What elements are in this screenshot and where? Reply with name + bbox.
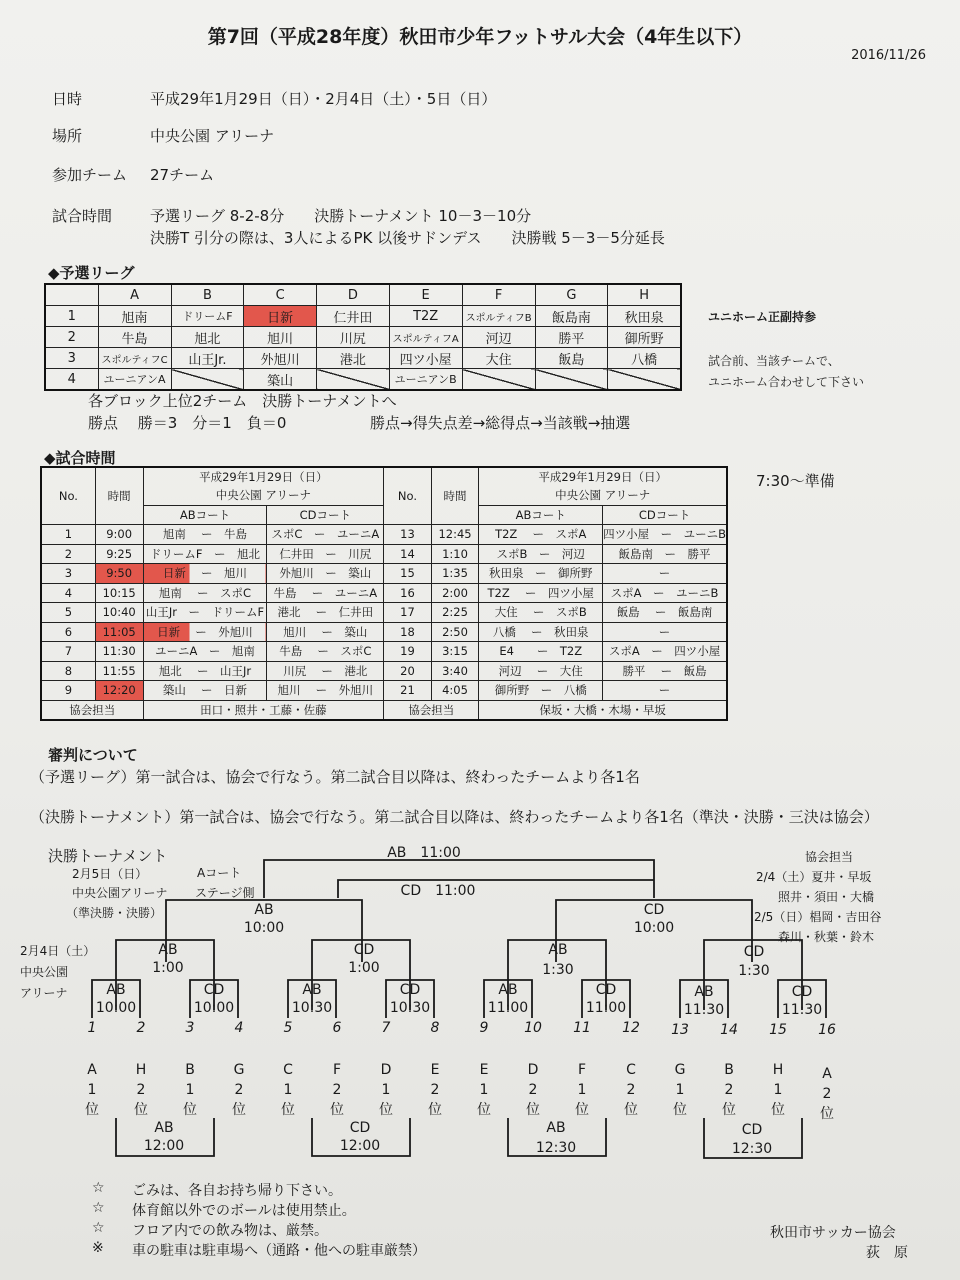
schedule-cd-match: 旭川 ー 築山 bbox=[267, 622, 384, 642]
round1-time: 11:30 bbox=[683, 1002, 725, 1018]
schedule-no: 17 bbox=[384, 603, 431, 623]
tournament-assoc-line: 照井・須田・大橋 bbox=[778, 890, 875, 904]
schedule-no-header: No. bbox=[41, 467, 95, 525]
qf-court: AB bbox=[158, 942, 178, 958]
tournament-day2-round: （準決勝・決勝） bbox=[66, 906, 163, 920]
info-value-datetime: 平成29年1月29日（日）・2月4日（土）・5日（日） bbox=[150, 90, 497, 108]
info-value-teams: 27チーム bbox=[150, 166, 215, 184]
seed-rank-suffix: 位 bbox=[428, 1102, 442, 1118]
schedule-time: 1:10 bbox=[431, 544, 479, 564]
schedule-cd-court-header: CDコート bbox=[603, 505, 727, 525]
seed-rank: 1 bbox=[577, 1082, 587, 1098]
league-team-cell: スポルティフB bbox=[462, 306, 535, 327]
schedule-no: 13 bbox=[384, 525, 431, 545]
seed-group: C bbox=[626, 1062, 636, 1078]
schedule-cd-match: スポC ー ユーニA bbox=[267, 525, 384, 545]
seed-rank-suffix: 位 bbox=[477, 1102, 491, 1118]
league-team-cell: 大住 bbox=[462, 348, 535, 369]
schedule-ab-match: 旭北 ー 山王Jr bbox=[143, 661, 267, 681]
bracket-slot-number: 7 bbox=[381, 1020, 391, 1036]
schedule-ab-match: 築山 ー 日新 bbox=[143, 681, 267, 701]
schedule-time-header: 時間 bbox=[95, 467, 143, 525]
bracket-slot-number: 2 bbox=[136, 1020, 146, 1036]
seed-rank-suffix: 位 bbox=[134, 1102, 148, 1118]
footer-mark: ☆ bbox=[92, 1200, 105, 1216]
league-uniform-note: ユニホーム正副持参 bbox=[708, 310, 817, 324]
seed-group: D bbox=[380, 1062, 392, 1078]
round1-time: 10:30 bbox=[291, 1000, 333, 1016]
tournament-court-stage: ステージ側 bbox=[195, 886, 255, 900]
schedule-left-venue: 中央公園 アリーナ bbox=[215, 488, 311, 503]
schedule-time: 11:05 bbox=[95, 622, 143, 642]
tournament-assoc-line: 2/5（日）椙岡・吉田谷 bbox=[754, 910, 882, 924]
schedule-assoc-label: 協会担当 bbox=[41, 700, 143, 720]
league-team-cell: 飯島 bbox=[535, 348, 608, 369]
seed-rank-suffix: 位 bbox=[771, 1102, 785, 1118]
seed-group: G bbox=[233, 1062, 245, 1078]
league-team-cell: 飯島南 bbox=[535, 306, 608, 327]
seed-rank: 2 bbox=[724, 1082, 734, 1098]
schedule-ab-match: 日新 ー 外旭川 bbox=[143, 622, 267, 642]
schedule-cd-match: 牛島 ー スポC bbox=[267, 642, 384, 662]
info-label-teams: 参加チーム bbox=[52, 166, 128, 184]
footer-mark: ※ bbox=[92, 1240, 104, 1256]
round1-court: CD bbox=[791, 984, 813, 1000]
seed-rank: 1 bbox=[675, 1082, 685, 1098]
schedule-no: 15 bbox=[384, 564, 431, 584]
league-team-cell: 川尻 bbox=[317, 327, 390, 348]
schedule-cd-match: 川尻 ー 港北 bbox=[267, 661, 384, 681]
league-row-no: 1 bbox=[45, 306, 98, 327]
league-team-cell: 勝平 bbox=[535, 327, 608, 348]
seed-rank-suffix: 位 bbox=[575, 1102, 589, 1118]
bracket-slot-number: 13 bbox=[671, 1022, 689, 1038]
seed-rank: 2 bbox=[528, 1082, 538, 1098]
schedule-cd-match: 旭川 ー 外旭川 bbox=[267, 681, 384, 701]
league-team-cell: ユーニアンB bbox=[389, 369, 462, 391]
schedule-ab-match: 河辺 ー 大住 bbox=[479, 661, 603, 681]
schedule-time: 2:25 bbox=[431, 603, 479, 623]
league-team-cell: 外旭川 bbox=[244, 348, 317, 369]
info-value-place: 中央公園 アリーナ bbox=[150, 127, 275, 145]
schedule-ab-match: ドリームF ー 旭北 bbox=[143, 544, 267, 564]
seed-rank-suffix: 位 bbox=[183, 1102, 197, 1118]
consolation-court: CD bbox=[349, 1120, 371, 1136]
schedule-time: 12:20 bbox=[95, 681, 143, 701]
league-team-cell: 四ツ小屋 bbox=[389, 348, 462, 369]
schedule-no: 1 bbox=[41, 525, 95, 545]
league-team-cell: 牛島 bbox=[98, 327, 171, 348]
seed-group: E bbox=[430, 1062, 440, 1078]
seed-rank: 1 bbox=[185, 1082, 195, 1098]
schedule-cd-match: 勝平 ー 飯島 bbox=[603, 661, 727, 681]
schedule-cd-match: スポA ー ユーニB bbox=[603, 583, 727, 603]
schedule-no: 8 bbox=[41, 661, 95, 681]
schedule-ab-court-header: ABコート bbox=[143, 505, 267, 525]
schedule-no: 16 bbox=[384, 583, 431, 603]
footer-note: フロア内での飲み物は、厳禁。 bbox=[132, 1223, 328, 1239]
league-team-cell: 八橋 bbox=[608, 348, 681, 369]
schedule-time-header: 時間 bbox=[431, 467, 479, 525]
league-team-cell: 山王Jr. bbox=[171, 348, 244, 369]
seed-rank: 2 bbox=[234, 1082, 244, 1098]
schedule-cd-match: 四ツ小屋 ー ユーニB bbox=[603, 525, 727, 545]
schedule-time: 3:15 bbox=[431, 642, 479, 662]
schedule-ab-match: E4 ー T2Z bbox=[479, 642, 603, 662]
league-points-note: 勝点 勝＝3 分＝1 負＝0 bbox=[88, 414, 287, 432]
tournament-day1-venue: 中央公園 bbox=[20, 965, 69, 979]
league-col-a: A bbox=[98, 284, 171, 306]
info-label-matchtime: 試合時間 bbox=[52, 207, 113, 225]
league-team-cell: T2Z bbox=[389, 306, 462, 327]
qf-time: 1:30 bbox=[738, 963, 770, 979]
tournament-heading: 決勝トーナメント bbox=[48, 847, 168, 865]
seed-rank-suffix: 位 bbox=[673, 1102, 687, 1118]
footer-note: ごみは、各自お持ち帰り下さい。 bbox=[132, 1183, 342, 1199]
league-heading: ◆予選リーグ bbox=[48, 264, 135, 282]
final-ab-label: AB 11:00 bbox=[387, 845, 461, 861]
seed-rank-suffix: 位 bbox=[330, 1102, 344, 1118]
qf-time: 1:00 bbox=[348, 960, 380, 976]
tournament-day1-date: 2月4日（土） bbox=[20, 944, 96, 958]
league-team-cell: 仁井田 bbox=[317, 306, 390, 327]
seed-rank-suffix: 位 bbox=[722, 1102, 736, 1118]
footer-note: 体育館以外でのボールは使用禁止。 bbox=[132, 1203, 356, 1219]
league-team-cell: 港北 bbox=[317, 348, 390, 369]
qf-time: 1:00 bbox=[152, 960, 184, 976]
schedule-time: 10:15 bbox=[95, 583, 143, 603]
league-team-cell: 旭川 bbox=[244, 327, 317, 348]
info-tiebreak-rule: 決勝T 引分の際は、3人によるPK 以後サドンデス 決勝戦 5－3－5分延長 bbox=[150, 229, 665, 247]
seed-rank: 2 bbox=[626, 1082, 636, 1098]
qf-court: CD bbox=[743, 944, 765, 960]
round1-court: AB bbox=[498, 982, 518, 998]
round1-time: 10:00 bbox=[193, 1000, 235, 1016]
bracket-slot-number: 12 bbox=[622, 1020, 640, 1036]
league-team-cell: ドリームF bbox=[171, 306, 244, 327]
seed-rank: 1 bbox=[479, 1082, 489, 1098]
tournament-day1-venue-2: アリーナ bbox=[20, 986, 68, 1000]
consolation-time: 12:00 bbox=[339, 1138, 381, 1154]
league-col-h: H bbox=[608, 284, 681, 306]
schedule-no: 6 bbox=[41, 622, 95, 642]
league-team-cell: 御所野 bbox=[608, 327, 681, 348]
seed-group: E bbox=[479, 1062, 489, 1078]
schedule-right-date: 平成29年1月29日（日） bbox=[538, 470, 667, 485]
seed-group: A bbox=[822, 1066, 832, 1082]
league-team-cell: スポルティフC bbox=[98, 348, 171, 369]
info-value-matchtime: 予選リーグ 8-2-8分 決勝トーナメント 10－3－10分 bbox=[150, 207, 532, 225]
schedule-right-venue: 中央公園 アリーナ bbox=[555, 488, 651, 503]
league-team-cell: スポルティフA bbox=[389, 327, 462, 348]
league-uniform-note-3: ユニホーム合わせして下さい bbox=[708, 375, 865, 389]
bracket-slot-number: 11 bbox=[573, 1020, 591, 1036]
schedule-ab-match: スポB ー 河辺 bbox=[479, 544, 603, 564]
tournament-assoc-line: 森川・秋葉・鈴木 bbox=[778, 930, 875, 944]
league-team-cell: 築山 bbox=[244, 369, 317, 391]
info-label-place: 場所 bbox=[52, 127, 83, 145]
tournament-day2-venue: 中央公園アリーナ bbox=[72, 886, 168, 900]
league-col-f: F bbox=[462, 284, 535, 306]
schedule-ab-match: 御所野 ー 八橋 bbox=[479, 681, 603, 701]
league-col-e: E bbox=[389, 284, 462, 306]
schedule-time: 2:00 bbox=[431, 583, 479, 603]
semi-time: 10:00 bbox=[243, 920, 285, 936]
schedule-left-date: 平成29年1月29日（日） bbox=[199, 470, 328, 485]
round1-court: AB bbox=[694, 984, 714, 1000]
schedule-cd-match: 飯島南 ー 勝平 bbox=[603, 544, 727, 564]
schedule-time: 9:50 bbox=[95, 564, 143, 584]
seed-rank: 2 bbox=[332, 1082, 342, 1098]
schedule-ab-match: T2Z ー 四ツ小屋 bbox=[479, 583, 603, 603]
schedule-no: 7 bbox=[41, 642, 95, 662]
consolation-time: 12:30 bbox=[731, 1141, 773, 1157]
seed-rank-suffix: 位 bbox=[85, 1102, 99, 1118]
final-cd-label: CD 11:00 bbox=[400, 883, 476, 899]
seed-group: D bbox=[527, 1062, 539, 1078]
schedule-prep-time: 7:30～準備 bbox=[756, 472, 835, 490]
footer-mark: ☆ bbox=[92, 1180, 105, 1196]
seed-rank: 2 bbox=[136, 1082, 146, 1098]
bracket-slot-number: 1 bbox=[87, 1020, 97, 1036]
tournament-day2-date: 2月5日（日） bbox=[72, 867, 148, 881]
schedule-time: 12:45 bbox=[431, 525, 479, 545]
round1-court: CD bbox=[203, 982, 225, 998]
seed-rank: 1 bbox=[381, 1082, 391, 1098]
qf-court: CD bbox=[353, 942, 375, 958]
round1-time: 11:30 bbox=[781, 1002, 823, 1018]
bracket-slot-number: 6 bbox=[332, 1020, 342, 1036]
schedule-cd-match: スポA ー 四ツ小屋 bbox=[603, 642, 727, 662]
bracket-slot-number: 5 bbox=[283, 1020, 293, 1036]
round1-time: 11:00 bbox=[585, 1000, 627, 1016]
consolation-time: 12:30 bbox=[535, 1140, 577, 1156]
seed-rank-suffix: 位 bbox=[624, 1102, 638, 1118]
schedule-ab-match: 日新 ー 旭川 bbox=[143, 564, 267, 584]
schedule-no: 20 bbox=[384, 661, 431, 681]
referee-tournament-rule: （決勝トーナメント）第一試合は、協会で行なう。第二試合目以降は、終わったチームより各1名（準決・決勝・三決は協会） bbox=[30, 808, 879, 826]
seed-rank: 2 bbox=[430, 1082, 440, 1098]
seed-rank-suffix: 位 bbox=[281, 1102, 295, 1118]
schedule-time: 9:25 bbox=[95, 544, 143, 564]
league-team-cell: 河辺 bbox=[462, 327, 535, 348]
tournament-assoc-line: 2/4（土）夏井・早坂 bbox=[756, 870, 872, 884]
seed-rank: 1 bbox=[773, 1082, 783, 1098]
schedule-time: 1:35 bbox=[431, 564, 479, 584]
bracket-slot-number: 10 bbox=[524, 1020, 542, 1036]
schedule-no: 4 bbox=[41, 583, 95, 603]
seed-group: B bbox=[185, 1062, 195, 1078]
schedule-cd-match: 外旭川 ー 築山 bbox=[267, 564, 384, 584]
schedule-cd-match: ー bbox=[603, 681, 727, 701]
schedule-ab-match: 山王Jr ー ドリームF bbox=[143, 603, 267, 623]
info-label-datetime: 日時 bbox=[52, 90, 83, 108]
schedule-cd-match: ー bbox=[603, 622, 727, 642]
round1-court: AB bbox=[302, 982, 322, 998]
round1-time: 10:00 bbox=[95, 1000, 137, 1016]
schedule-ab-match: ユーニA ー 旭南 bbox=[143, 642, 267, 662]
consolation-court: CD bbox=[741, 1122, 763, 1138]
schedule-ab-match: 旭南 ー 牛島 bbox=[143, 525, 267, 545]
schedule-ab-match: 秋田泉 ー 御所野 bbox=[479, 564, 603, 584]
schedule-no: 18 bbox=[384, 622, 431, 642]
referee-league-rule: （予選リーグ）第一試合は、協会で行なう。第二試合目以降は、終わったチームより各1名 bbox=[30, 768, 640, 786]
seed-group: F bbox=[577, 1062, 587, 1078]
document-title: 第7回（平成28年度）秋田市少年フットサル大会（4年生以下） bbox=[207, 26, 753, 48]
schedule-no: 2 bbox=[41, 544, 95, 564]
schedule-ab-match: T2Z ー スポA bbox=[479, 525, 603, 545]
seed-rank-suffix: 位 bbox=[379, 1102, 393, 1118]
footer-mark: ☆ bbox=[92, 1220, 105, 1236]
seed-rank: 1 bbox=[283, 1082, 293, 1098]
seed-rank: 1 bbox=[87, 1082, 97, 1098]
league-col-g: G bbox=[535, 284, 608, 306]
league-uniform-note-2: 試合前、当該チームで、 bbox=[708, 354, 840, 368]
semi-court: CD bbox=[643, 902, 665, 918]
league-col-b: B bbox=[171, 284, 244, 306]
schedule-cd-court-header: CDコート bbox=[267, 505, 384, 525]
league-ranking-rule: 勝点→得失点差→総得点→当該戦→抽選 bbox=[370, 414, 631, 432]
bracket-slot-number: 4 bbox=[234, 1020, 244, 1036]
footer-note: 車の駐車は駐車場へ（通路・他への駐車厳禁） bbox=[132, 1243, 426, 1259]
seed-group: H bbox=[772, 1062, 784, 1078]
qf-court: AB bbox=[548, 942, 568, 958]
consolation-court: AB bbox=[546, 1120, 566, 1136]
schedule-no: 9 bbox=[41, 681, 95, 701]
schedule-time: 11:30 bbox=[95, 642, 143, 662]
seed-group: F bbox=[332, 1062, 342, 1078]
league-advance-note: 各ブロック上位2チーム 決勝トーナメントへ bbox=[88, 392, 397, 410]
seed-rank: 2 bbox=[822, 1086, 832, 1102]
bracket-slot-number: 15 bbox=[769, 1022, 787, 1038]
bracket-slot-number: 16 bbox=[818, 1022, 836, 1038]
tournament-court-a: Aコート bbox=[197, 866, 242, 880]
league-team-cell: ユーニアンA bbox=[98, 369, 171, 391]
round1-time: 10:30 bbox=[389, 1000, 431, 1016]
bracket-slot-number: 3 bbox=[185, 1020, 195, 1036]
seed-group: H bbox=[135, 1062, 147, 1078]
schedule-cd-match: ー bbox=[603, 564, 727, 584]
seed-group: B bbox=[724, 1062, 734, 1078]
schedule-assoc-right: 保坂・大橋・木場・早坂 bbox=[479, 700, 727, 720]
schedule-assoc-left: 田口・照井・工藤・佐藤 bbox=[143, 700, 384, 720]
bracket-slot-number: 9 bbox=[479, 1020, 489, 1036]
tournament-assoc-title: 協会担当 bbox=[805, 850, 854, 864]
league-row-no: 3 bbox=[45, 348, 98, 369]
schedule-time: 4:05 bbox=[431, 681, 479, 701]
semi-time: 10:00 bbox=[633, 920, 675, 936]
league-team-cell-highlighted: 日新 bbox=[244, 306, 317, 327]
schedule-cd-match: 仁井田 ー 川尻 bbox=[267, 544, 384, 564]
schedule-cd-match: 牛島 ー ユーニA bbox=[267, 583, 384, 603]
schedule-no: 19 bbox=[384, 642, 431, 662]
footer-organization: 秋田市サッカー協会 bbox=[770, 1225, 896, 1241]
seed-rank-suffix: 位 bbox=[526, 1102, 540, 1118]
schedule-time: 2:50 bbox=[431, 622, 479, 642]
schedule-cd-match: 港北 ー 仁井田 bbox=[267, 603, 384, 623]
schedule-ab-match: 旭南 ー スポC bbox=[143, 583, 267, 603]
qf-time: 1:30 bbox=[542, 962, 574, 978]
schedule-ab-match: 八橋 ー 秋田泉 bbox=[479, 622, 603, 642]
league-row-no: 4 bbox=[45, 369, 98, 391]
schedule-no: 3 bbox=[41, 564, 95, 584]
bracket-slot-number: 8 bbox=[430, 1020, 440, 1036]
schedule-no: 21 bbox=[384, 681, 431, 701]
schedule-assoc-label: 協会担当 bbox=[384, 700, 479, 720]
round1-court: CD bbox=[399, 982, 421, 998]
footer-person: 荻 原 bbox=[866, 1245, 908, 1261]
seed-rank-suffix: 位 bbox=[820, 1106, 834, 1122]
league-col-c: C bbox=[244, 284, 317, 306]
league-team-cell: 旭北 bbox=[171, 327, 244, 348]
seed-group: G bbox=[674, 1062, 686, 1078]
consolation-time: 12:00 bbox=[143, 1138, 185, 1154]
schedule-no-header: No. bbox=[384, 467, 431, 525]
schedule-cd-match: 飯島 ー 飯島南 bbox=[603, 603, 727, 623]
schedule-heading: ◆試合時間 bbox=[44, 449, 116, 467]
schedule-no: 5 bbox=[41, 603, 95, 623]
semi-court: AB bbox=[254, 902, 274, 918]
consolation-court: AB bbox=[154, 1120, 174, 1136]
schedule-time: 11:55 bbox=[95, 661, 143, 681]
seed-group: A bbox=[87, 1062, 97, 1078]
schedule-ab-court-header: ABコート bbox=[479, 505, 603, 525]
seed-rank-suffix: 位 bbox=[232, 1102, 246, 1118]
round1-court: AB bbox=[106, 982, 126, 998]
schedule-time: 9:00 bbox=[95, 525, 143, 545]
round1-court: CD bbox=[595, 982, 617, 998]
bracket-slot-number: 14 bbox=[720, 1022, 738, 1038]
seed-group: C bbox=[283, 1062, 293, 1078]
round1-time: 11:00 bbox=[487, 1000, 529, 1016]
referee-heading: 審判について bbox=[48, 746, 138, 764]
league-team-cell: 旭南 bbox=[98, 306, 171, 327]
league-col-d: D bbox=[317, 284, 390, 306]
schedule-no: 14 bbox=[384, 544, 431, 564]
schedule-time: 10:40 bbox=[95, 603, 143, 623]
league-team-cell: 秋田泉 bbox=[608, 306, 681, 327]
schedule-time: 3:40 bbox=[431, 661, 479, 681]
document-date: 2016/11/26 bbox=[851, 48, 926, 63]
league-row-no: 2 bbox=[45, 327, 98, 348]
schedule-ab-match: 大住 ー スポB bbox=[479, 603, 603, 623]
